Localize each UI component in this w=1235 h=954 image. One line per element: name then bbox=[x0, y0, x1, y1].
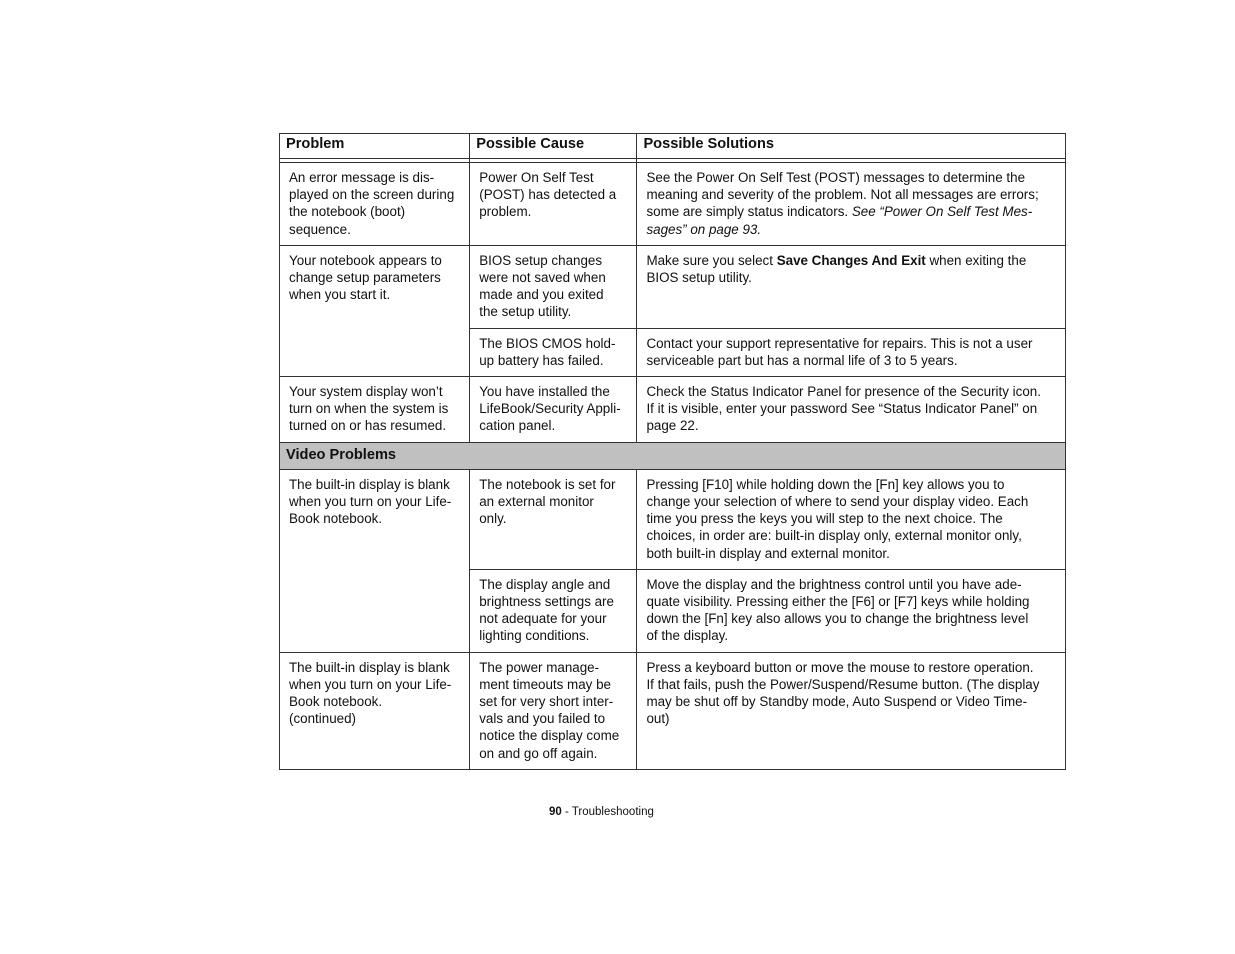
header-problem: Problem bbox=[280, 134, 470, 159]
table-row bbox=[280, 377, 1066, 443]
section-title-video-problems: Video Problems bbox=[280, 442, 1066, 469]
emphasis-save-changes: Save Changes And Exit bbox=[776, 252, 926, 268]
troubleshooting-table bbox=[279, 133, 1066, 770]
table-row bbox=[280, 469, 1066, 569]
solution-cell: Press a keyboard button or move the mouse to restore operation. If that fails, push the Power/Suspend/Resume button. (The display may be shut off by Standby mode, Auto Suspend or Video Time- out) bbox=[637, 652, 1066, 769]
cross-reference-link: See “Power On Self Test Mes- bbox=[851, 204, 1033, 220]
table-row bbox=[280, 245, 1066, 328]
problem-cell: The built-in display is blank when you turn on your Life- Book notebook. (continued) bbox=[280, 652, 470, 769]
cause-cell: The display angle and brightness settings are not adequate for your lighting conditions. bbox=[470, 569, 637, 652]
header-possible-cause: Possible Cause bbox=[470, 134, 637, 159]
table-row bbox=[280, 163, 1066, 246]
problem-cell: An error message is dis- played on the screen during the notebook (boot) sequence. bbox=[280, 163, 470, 246]
solution-cell: Check the Status Indicator Panel for presence of the Security icon. If it is visible, enter your password See “Status Indicator Panel” on page 22. bbox=[637, 377, 1066, 443]
header-possible-solutions: Possible Solutions bbox=[637, 134, 1066, 159]
cause-cell: Power On Self Test (POST) has detected a problem. bbox=[470, 163, 637, 246]
problem-cell: The built-in display is blank when you turn on your Life- Book notebook. bbox=[280, 469, 470, 652]
problem-cell: Your notebook appears to change setup parameters when you start it. bbox=[280, 245, 470, 376]
solution-cell: Pressing [F10] while holding down the [Fn] key allows you to change your selection of where to send your display video. Each time you press the keys you will step to the next choice. The choices, in order are: built-in display only, external monitor only, both built-in display and external monitor. bbox=[637, 469, 1066, 569]
table-header-row bbox=[280, 134, 1066, 159]
footer-separator: - bbox=[561, 806, 572, 818]
solution-cell: See the Power On Self Test (POST) messages to determine the meaning and severity of the problem. Not all messages are errors; some are simply status indicators. See “Power On Self Test Mes- sages” on page 93. bbox=[637, 163, 1066, 246]
table-row bbox=[280, 652, 1066, 769]
page-footer bbox=[549, 806, 654, 818]
page-number: 90 bbox=[549, 806, 562, 818]
cause-cell: BIOS setup changes were not saved when made and you exited the setup utility. bbox=[470, 245, 637, 328]
cross-reference-link-cont: sages” on page 93. bbox=[646, 221, 762, 237]
section-header-row bbox=[280, 442, 1066, 469]
footer-section: Troubleshooting bbox=[571, 806, 654, 818]
cause-cell: The BIOS CMOS hold- up battery has failed. bbox=[470, 328, 637, 376]
cause-cell: You have installed the LifeBook/Security Appli- cation panel. bbox=[470, 377, 637, 443]
cause-cell: The notebook is set for an external monitor only. bbox=[470, 469, 637, 569]
problem-cell: Your system display won’t turn on when the system is turned on or has resumed. bbox=[280, 377, 470, 443]
solution-cell: Contact your support representative for repairs. This is not a user serviceable part but has a normal life of 3 to 5 years. bbox=[637, 328, 1066, 376]
solution-cell: Make sure you select Save Changes And Exit when exiting the BIOS setup utility. bbox=[637, 245, 1066, 328]
cause-cell: The power manage- ment timeouts may be set for very short inter- vals and you failed to notice the display come on and go off again. bbox=[470, 652, 637, 769]
solution-cell: Move the display and the brightness control until you have ade- quate visibility. Pressing either the [F6] or [F7] keys while holding down the [Fn] key also allows you to change the brightness level of the display. bbox=[637, 569, 1066, 652]
